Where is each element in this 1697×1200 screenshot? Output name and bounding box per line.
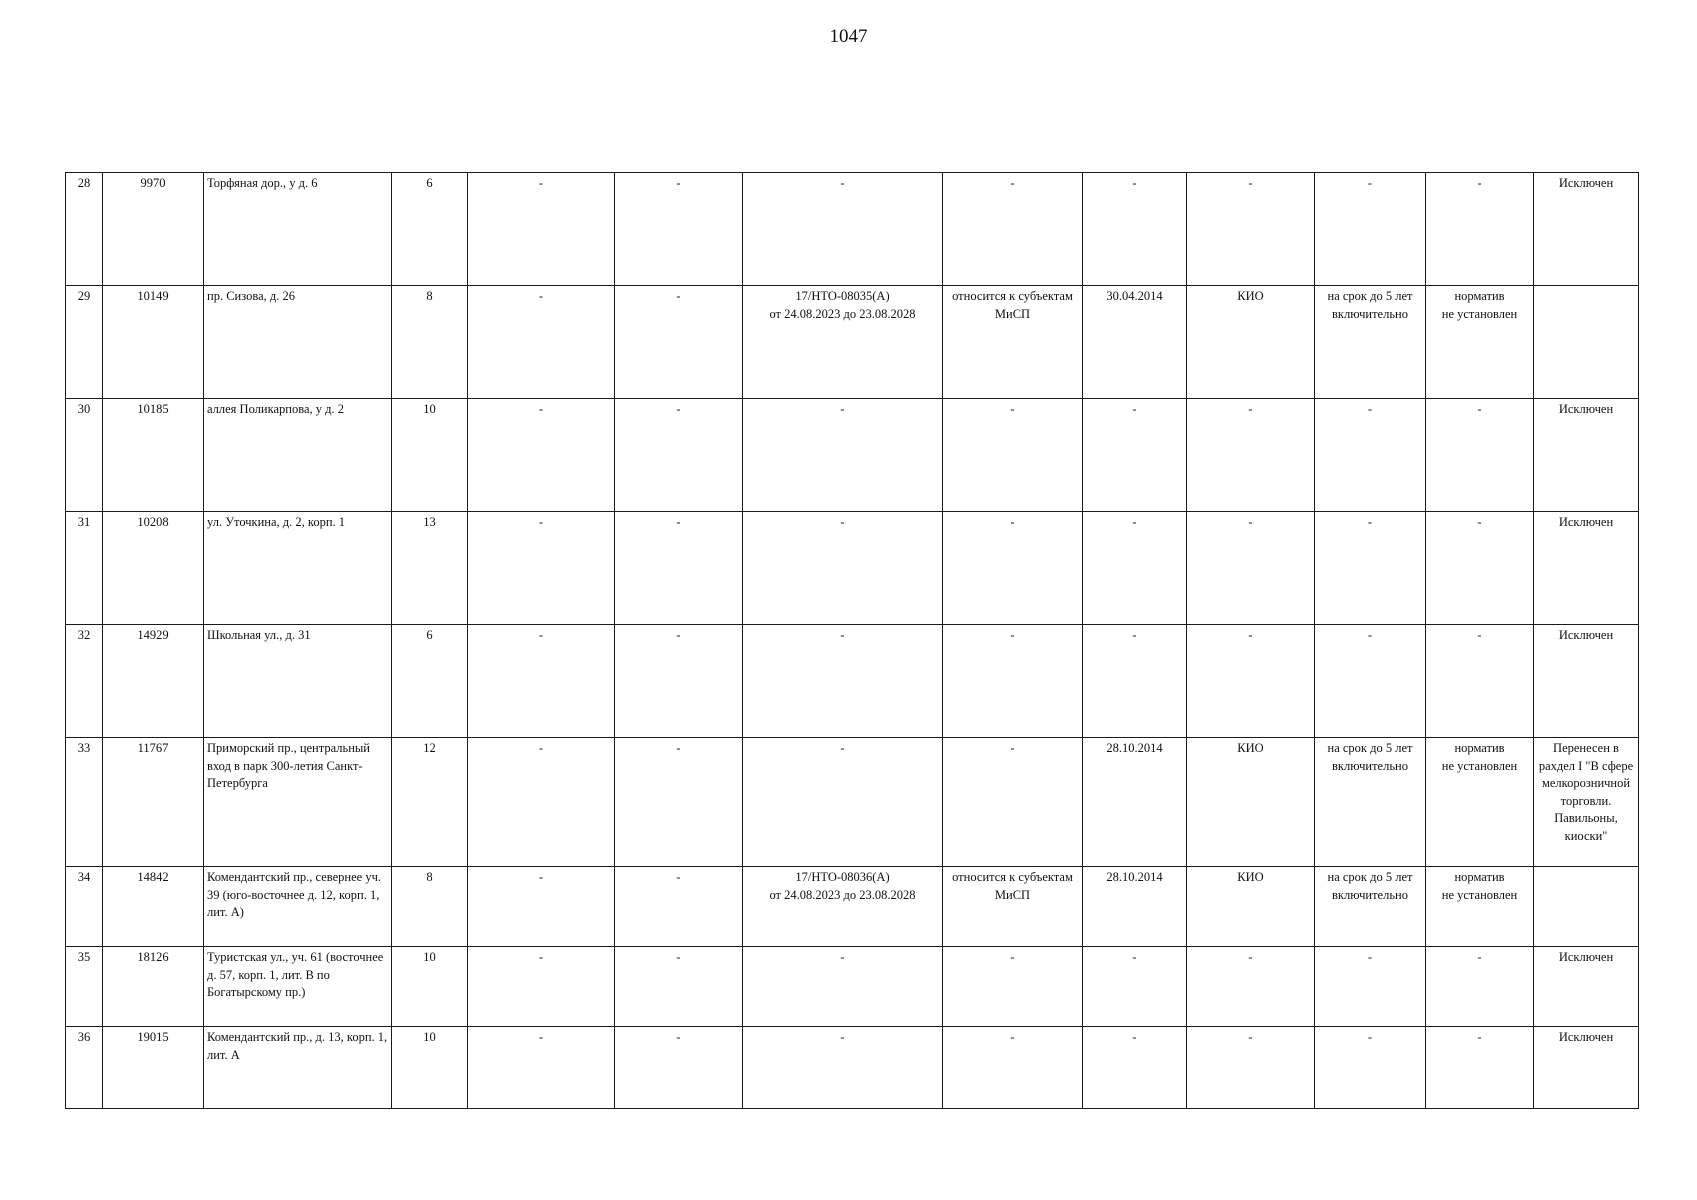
object-id-cell <box>103 947 204 1027</box>
area-cell <box>392 399 468 512</box>
contract-cell <box>743 738 943 867</box>
organization-cell-text: - <box>1248 176 1253 190</box>
address-cell <box>204 512 392 625</box>
object-id-cell <box>103 286 204 399</box>
norm-cell-text: - <box>1477 515 1482 529</box>
norm-cell <box>1426 867 1534 947</box>
object-id-cell-text: 18126 <box>137 950 169 964</box>
area-cell-text: 12 <box>423 741 436 755</box>
category-cell <box>943 399 1083 512</box>
organization-cell <box>1187 947 1315 1027</box>
area-cell <box>392 512 468 625</box>
term-cell <box>1315 512 1426 625</box>
row-number-cell-text: 28 <box>77 176 91 190</box>
row-number-cell <box>66 625 103 738</box>
column-6-cell <box>615 625 743 738</box>
area-cell-text: 13 <box>423 515 436 529</box>
date-cell <box>1083 286 1187 399</box>
norm-cell-text: норматив не установлен <box>1441 289 1518 321</box>
category-cell-text: - <box>1010 1030 1015 1044</box>
contract-cell-text: - <box>840 515 845 529</box>
date-cell <box>1083 512 1187 625</box>
contract-cell <box>743 625 943 738</box>
object-id-cell-text: 10208 <box>137 515 169 529</box>
contract-cell <box>743 512 943 625</box>
category-cell <box>943 947 1083 1027</box>
contract-cell <box>743 867 943 947</box>
address-cell-text: Школьная ул., д. 31 <box>207 628 311 642</box>
area-cell <box>392 173 468 286</box>
note-cell-text: Перенесен в рахдел I "В сфере мелкорозничной торговли. Павильоны, киоски" <box>1538 741 1634 843</box>
organization-cell <box>1187 1027 1315 1109</box>
column-5-cell <box>468 173 615 286</box>
organization-cell-text: КИО <box>1237 741 1264 755</box>
organization-cell-text: - <box>1248 515 1253 529</box>
note-cell <box>1534 286 1639 399</box>
table-row <box>66 947 1639 1027</box>
date-cell <box>1083 1027 1187 1109</box>
contract-cell <box>743 947 943 1027</box>
date-cell-text: - <box>1132 176 1137 190</box>
column-5-cell <box>468 947 615 1027</box>
date-cell <box>1083 867 1187 947</box>
term-cell-text: - <box>1367 176 1373 190</box>
column-5-cell <box>468 867 615 947</box>
term-cell-text: на срок до 5 лет включительно <box>1327 741 1413 773</box>
category-cell <box>943 867 1083 947</box>
norm-cell <box>1426 286 1534 399</box>
organization-cell <box>1187 625 1315 738</box>
category-cell <box>943 625 1083 738</box>
address-cell <box>204 625 392 738</box>
date-cell-text: - <box>1132 950 1137 964</box>
date-cell-text: 30.04.2014 <box>1106 289 1163 303</box>
category-cell-text: относится к субъектам МиСП <box>952 870 1073 902</box>
table-row <box>66 1027 1639 1109</box>
column-6-cell-text: - <box>676 402 681 416</box>
contract-cell <box>743 286 943 399</box>
column-6-cell-text: - <box>676 628 681 642</box>
date-cell-text: - <box>1132 1030 1137 1044</box>
column-6-cell-text: - <box>676 950 681 964</box>
category-cell <box>943 173 1083 286</box>
area-cell-text: 10 <box>423 402 436 416</box>
address-cell <box>204 738 392 867</box>
area-cell <box>392 738 468 867</box>
column-6-cell-text: - <box>676 289 681 303</box>
row-number-cell <box>66 399 103 512</box>
area-cell-text: 8 <box>426 289 433 303</box>
organization-cell-text: - <box>1248 1030 1253 1044</box>
column-5-cell-text: - <box>538 176 544 190</box>
table-row <box>66 867 1639 947</box>
object-id-cell <box>103 738 204 867</box>
organization-cell-text: - <box>1248 402 1253 416</box>
row-number-cell <box>66 512 103 625</box>
row-number-cell-text: 32 <box>77 628 91 642</box>
column-6-cell <box>615 399 743 512</box>
contract-cell <box>743 399 943 512</box>
note-cell <box>1534 399 1639 512</box>
term-cell-text: - <box>1367 1030 1373 1044</box>
address-cell-text: ул. Уточкина, д. 2, корп. 1 <box>207 515 346 529</box>
row-number-cell-text: 34 <box>77 870 91 884</box>
address-cell <box>204 1027 392 1109</box>
row-number-cell-text: 35 <box>77 950 91 964</box>
object-id-cell-text: 19015 <box>137 1030 169 1044</box>
column-6-cell-text: - <box>676 741 681 755</box>
address-cell <box>204 286 392 399</box>
row-number-cell <box>66 738 103 867</box>
organization-cell-text: КИО <box>1237 289 1264 303</box>
term-cell-text: - <box>1367 515 1373 529</box>
category-cell-text: - <box>1010 515 1015 529</box>
object-id-cell-text: 14842 <box>137 870 169 884</box>
object-id-cell <box>103 867 204 947</box>
row-number-cell-text: 31 <box>77 515 91 529</box>
area-cell-text: 8 <box>426 870 433 884</box>
table-row <box>66 738 1639 867</box>
object-id-cell <box>103 399 204 512</box>
area-cell <box>392 625 468 738</box>
row-number-cell <box>66 173 103 286</box>
organization-cell <box>1187 399 1315 512</box>
column-6-cell <box>615 867 743 947</box>
contract-cell-text: 17/НТО-08035(А) от 24.08.2023 до 23.08.2028 <box>769 289 916 321</box>
address-cell-text: Комендантский пр., севернее уч. 39 (юго-восточнее д. 12, корп. 1, лит. А) <box>207 870 381 919</box>
term-cell <box>1315 399 1426 512</box>
contract-cell <box>743 173 943 286</box>
norm-cell <box>1426 399 1534 512</box>
page-number: 1047 <box>829 26 868 47</box>
note-cell-text: Исключен <box>1558 628 1614 642</box>
term-cell <box>1315 286 1426 399</box>
column-5-cell <box>468 286 615 399</box>
address-cell-text: аллея Поликарпова, у д. 2 <box>207 402 344 416</box>
object-id-cell <box>103 1027 204 1109</box>
contract-cell-text: - <box>840 950 845 964</box>
area-cell <box>392 867 468 947</box>
norm-cell-text: норматив не установлен <box>1441 870 1518 902</box>
term-cell <box>1315 947 1426 1027</box>
table-row <box>66 173 1639 286</box>
object-id-cell <box>103 173 204 286</box>
note-cell-text: Исключен <box>1558 1030 1614 1044</box>
norm-cell-text: - <box>1477 176 1482 190</box>
organization-cell <box>1187 512 1315 625</box>
note-cell-text: Исключен <box>1558 950 1614 964</box>
note-cell-text: Исключен <box>1558 402 1614 416</box>
category-cell-text: - <box>1010 950 1015 964</box>
column-5-cell-text: - <box>538 628 544 642</box>
organization-cell <box>1187 173 1315 286</box>
registry-table <box>65 172 1639 1109</box>
row-number-cell-text: 36 <box>77 1030 91 1044</box>
organization-cell-text: - <box>1248 628 1253 642</box>
row-number-cell <box>66 1027 103 1109</box>
term-cell <box>1315 625 1426 738</box>
note-cell <box>1534 625 1639 738</box>
norm-cell <box>1426 738 1534 867</box>
organization-cell <box>1187 867 1315 947</box>
note-cell <box>1534 512 1639 625</box>
contract-cell-text: - <box>840 1030 845 1044</box>
column-5-cell-text: - <box>538 515 544 529</box>
column-6-cell <box>615 286 743 399</box>
norm-cell <box>1426 1027 1534 1109</box>
column-6-cell <box>615 947 743 1027</box>
date-cell <box>1083 738 1187 867</box>
norm-cell-text: - <box>1477 1030 1482 1044</box>
object-id-cell <box>103 625 204 738</box>
object-id-cell-text: 14929 <box>137 628 169 642</box>
area-cell <box>392 947 468 1027</box>
contract-cell <box>743 1027 943 1109</box>
table-row <box>66 512 1639 625</box>
row-number-cell-text: 33 <box>77 741 91 755</box>
date-cell-text: - <box>1132 628 1137 642</box>
contract-cell-text: 17/НТО-08036(А) от 24.08.2023 до 23.08.2028 <box>769 870 916 902</box>
term-cell-text: - <box>1367 628 1373 642</box>
column-6-cell <box>615 512 743 625</box>
column-5-cell-text: - <box>538 741 544 755</box>
norm-cell <box>1426 625 1534 738</box>
date-cell-text: - <box>1132 402 1137 416</box>
category-cell-text: - <box>1010 741 1015 755</box>
category-cell <box>943 286 1083 399</box>
category-cell-text: - <box>1010 402 1015 416</box>
address-cell-text: Комендантский пр., д. 13, корп. 1, лит. А <box>207 1030 388 1062</box>
address-cell-text: Торфяная дор., у д. 6 <box>207 176 318 190</box>
organization-cell <box>1187 738 1315 867</box>
category-cell <box>943 512 1083 625</box>
term-cell <box>1315 867 1426 947</box>
norm-cell-text: - <box>1477 628 1482 642</box>
date-cell <box>1083 399 1187 512</box>
note-cell <box>1534 173 1639 286</box>
column-6-cell <box>615 738 743 867</box>
address-cell-text: Приморский пр., центральный вход в парк 300-летия Санкт-Петербурга <box>207 741 370 790</box>
norm-cell <box>1426 173 1534 286</box>
term-cell <box>1315 1027 1426 1109</box>
term-cell-text: - <box>1367 402 1373 416</box>
note-cell-text: Исключен <box>1558 515 1614 529</box>
row-number-cell <box>66 947 103 1027</box>
category-cell-text: - <box>1010 628 1015 642</box>
area-cell <box>392 1027 468 1109</box>
address-cell <box>204 399 392 512</box>
date-cell <box>1083 173 1187 286</box>
table-row <box>66 625 1639 738</box>
norm-cell-text: - <box>1477 950 1482 964</box>
term-cell-text: - <box>1367 950 1373 964</box>
column-6-cell-text: - <box>676 870 681 884</box>
category-cell-text: относится к субъектам МиСП <box>952 289 1073 321</box>
column-5-cell <box>468 1027 615 1109</box>
date-cell <box>1083 625 1187 738</box>
contract-cell-text: - <box>840 628 845 642</box>
column-5-cell-text: - <box>538 289 544 303</box>
date-cell-text: - <box>1132 515 1137 529</box>
norm-cell-text: норматив не установлен <box>1441 741 1518 773</box>
row-number-cell-text: 30 <box>77 402 91 416</box>
column-6-cell-text: - <box>676 176 681 190</box>
norm-cell <box>1426 512 1534 625</box>
row-number-cell <box>66 867 103 947</box>
column-5-cell <box>468 625 615 738</box>
column-6-cell <box>615 173 743 286</box>
contract-cell-text: - <box>840 402 845 416</box>
organization-cell <box>1187 286 1315 399</box>
column-5-cell <box>468 512 615 625</box>
note-cell <box>1534 1027 1639 1109</box>
column-6-cell-text: - <box>676 1030 681 1044</box>
column-5-cell-text: - <box>538 402 544 416</box>
date-cell-text: 28.10.2014 <box>1106 741 1163 755</box>
column-5-cell <box>468 399 615 512</box>
column-5-cell-text: - <box>538 1030 544 1044</box>
area-cell-text: 6 <box>426 176 433 190</box>
note-cell <box>1534 947 1639 1027</box>
note-cell <box>1534 738 1639 867</box>
area-cell <box>392 286 468 399</box>
area-cell-text: 6 <box>426 628 433 642</box>
table-body <box>66 173 1639 1109</box>
term-cell-text: на срок до 5 лет включительно <box>1327 870 1413 902</box>
row-number-cell-text: 29 <box>77 289 91 303</box>
address-cell-text: пр. Сизова, д. 26 <box>207 289 295 303</box>
address-cell <box>204 947 392 1027</box>
area-cell-text: 10 <box>423 950 436 964</box>
category-cell <box>943 738 1083 867</box>
address-cell <box>204 867 392 947</box>
column-5-cell <box>468 738 615 867</box>
column-5-cell-text: - <box>538 870 544 884</box>
norm-cell <box>1426 947 1534 1027</box>
column-5-cell-text: - <box>538 950 544 964</box>
date-cell-text: 28.10.2014 <box>1106 870 1163 884</box>
object-id-cell-text: 10149 <box>137 289 169 303</box>
organization-cell-text: КИО <box>1237 870 1264 884</box>
contract-cell-text: - <box>840 741 845 755</box>
organization-cell-text: - <box>1248 950 1253 964</box>
category-cell-text: - <box>1010 176 1015 190</box>
address-cell <box>204 173 392 286</box>
table-row <box>66 399 1639 512</box>
date-cell <box>1083 947 1187 1027</box>
object-id-cell-text: 10185 <box>137 402 169 416</box>
row-number-cell <box>66 286 103 399</box>
column-6-cell <box>615 1027 743 1109</box>
table-row <box>66 286 1639 399</box>
object-id-cell <box>103 512 204 625</box>
term-cell-text: на срок до 5 лет включительно <box>1327 289 1413 321</box>
object-id-cell-text: 9970 <box>140 176 166 190</box>
category-cell <box>943 1027 1083 1109</box>
note-cell-text: Исключен <box>1558 176 1614 190</box>
object-id-cell-text: 11767 <box>137 741 169 755</box>
column-6-cell-text: - <box>676 515 681 529</box>
note-cell <box>1534 867 1639 947</box>
area-cell-text: 10 <box>423 1030 436 1044</box>
address-cell-text: Туристская ул., уч. 61 (восточнее д. 57, корп. 1, лит. В по Богатырскому пр.) <box>207 950 384 999</box>
contract-cell-text: - <box>840 176 845 190</box>
norm-cell-text: - <box>1477 402 1482 416</box>
term-cell <box>1315 738 1426 867</box>
term-cell <box>1315 173 1426 286</box>
